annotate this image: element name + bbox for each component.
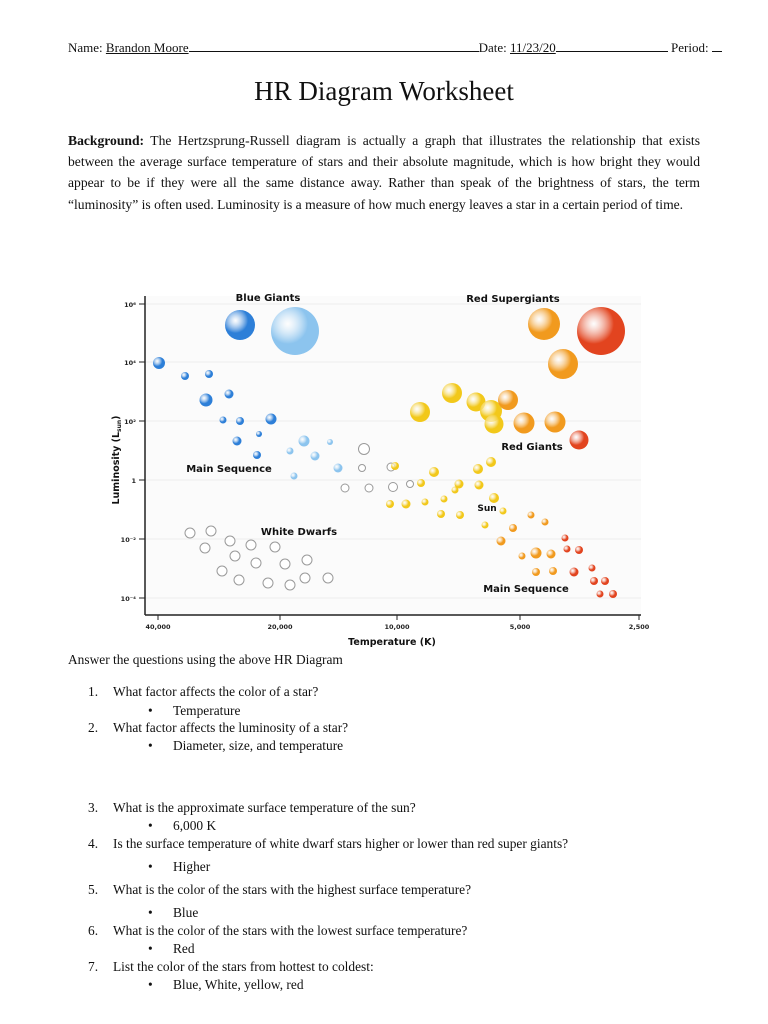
red-supergiants-label: Red Supergiants bbox=[466, 294, 560, 305]
red-giants-label: Red Giants bbox=[501, 442, 563, 453]
star-point bbox=[234, 575, 244, 585]
background-label: Background: bbox=[68, 133, 145, 148]
star-point bbox=[236, 417, 244, 425]
star-point bbox=[564, 546, 571, 553]
answer-3: • 6,000 K bbox=[148, 818, 217, 833]
star-point bbox=[341, 484, 349, 492]
star-point bbox=[497, 537, 506, 546]
star-point bbox=[266, 414, 277, 425]
star-point bbox=[299, 436, 310, 447]
star-point bbox=[200, 394, 213, 407]
white-dwarfs-label: White Dwarfs bbox=[260, 527, 338, 538]
star-point bbox=[285, 580, 295, 590]
star-point bbox=[233, 437, 242, 446]
star-point bbox=[528, 308, 560, 340]
name-label: Name: bbox=[68, 40, 103, 55]
star-point bbox=[532, 568, 540, 576]
star-point bbox=[570, 431, 589, 450]
star-point bbox=[509, 524, 517, 532]
y-axis-label: Luminosity $(L_{sun})$ bbox=[111, 415, 123, 505]
answer-4: • Higher bbox=[148, 859, 211, 874]
y-tick-label: 10⁴ bbox=[124, 359, 136, 367]
star-point bbox=[514, 413, 535, 434]
star-point bbox=[225, 536, 235, 546]
star-point bbox=[300, 573, 310, 583]
star-point bbox=[311, 452, 320, 461]
star-point bbox=[287, 448, 294, 455]
star-point bbox=[205, 370, 213, 378]
star-point bbox=[528, 512, 535, 519]
name-value: Brandon Moore bbox=[105, 40, 189, 55]
star-point bbox=[185, 528, 195, 538]
star-point bbox=[256, 431, 262, 437]
x-tick-label: 40,000 bbox=[145, 623, 171, 631]
question-2: 2. What factor affects the luminosity of a star? bbox=[88, 720, 349, 735]
hr-diagram bbox=[105, 288, 660, 650]
star-point bbox=[489, 493, 499, 503]
name-line bbox=[189, 40, 479, 52]
star-point bbox=[485, 415, 504, 434]
period-label: Period: bbox=[671, 40, 709, 55]
question-4: 4. Is the surface temperature of white dwarf stars higher or lower than red super giants? bbox=[88, 836, 569, 851]
star-point bbox=[225, 310, 255, 340]
question-6: 6. What is the color of the stars with the lowest surface temperature? bbox=[88, 923, 468, 938]
star-point bbox=[437, 510, 445, 518]
star-point bbox=[225, 390, 234, 399]
star-point bbox=[542, 519, 549, 526]
star-point bbox=[217, 566, 227, 576]
star-point bbox=[181, 372, 189, 380]
y-tick-label: 1 bbox=[131, 477, 136, 485]
star-point bbox=[327, 439, 333, 445]
star-point bbox=[570, 568, 579, 577]
answer-2: • Diameter, size, and temperature bbox=[148, 738, 344, 753]
background-text: The Hertzsprung-Russell diagram is actually a graph that illustrates the relationship that exists between the average surface temperature of stars and their absolute magnitude, which is how bright they would appear to be if they were all the same distance away. Rather than speak of the brightness of stars, the term “luminosity” is often used. Luminosity is a measure of how much energy leaves a star in a certain period of time. bbox=[68, 133, 701, 212]
star-point bbox=[577, 307, 625, 355]
y-tick-label: 10⁻² bbox=[120, 536, 136, 544]
star-point bbox=[429, 467, 439, 477]
page-title: HR Diagram Worksheet bbox=[254, 76, 514, 106]
star-point bbox=[547, 550, 556, 559]
answer-5: • Blue bbox=[148, 905, 199, 920]
worksheet-header bbox=[68, 40, 748, 56]
x-tick-label: 5,000 bbox=[509, 623, 531, 631]
star-point bbox=[271, 307, 319, 355]
star-point bbox=[386, 500, 394, 508]
answer-6: • Red bbox=[148, 941, 195, 956]
blue-giants-label: Blue Giants bbox=[235, 293, 301, 304]
star-point bbox=[206, 526, 216, 536]
star-point bbox=[422, 499, 429, 506]
star-point bbox=[562, 535, 569, 542]
star-point bbox=[251, 558, 261, 568]
x-axis-label: Temperature (K) bbox=[348, 637, 436, 648]
star-point bbox=[531, 548, 542, 559]
star-point bbox=[498, 390, 518, 410]
star-point bbox=[280, 559, 290, 569]
star-point bbox=[475, 481, 484, 490]
star-point bbox=[263, 578, 273, 588]
star-point bbox=[253, 451, 261, 459]
star-point bbox=[302, 555, 312, 565]
star-point bbox=[486, 457, 496, 467]
star-point bbox=[589, 565, 596, 572]
x-tick-label: 2,500 bbox=[628, 623, 650, 631]
star-point bbox=[200, 543, 210, 553]
star-point bbox=[597, 591, 604, 598]
star-point bbox=[407, 481, 414, 488]
period-line bbox=[712, 40, 722, 52]
star-point bbox=[442, 383, 462, 403]
star-point bbox=[220, 417, 227, 424]
question-1: 1. What factor affects the color of a star? bbox=[88, 684, 319, 699]
star-point bbox=[549, 567, 557, 575]
star-point bbox=[359, 444, 370, 455]
star-point bbox=[473, 464, 483, 474]
star-point bbox=[519, 553, 526, 560]
star-point bbox=[402, 500, 411, 509]
date-label: Date: bbox=[478, 40, 507, 55]
star-point bbox=[323, 573, 333, 583]
x-tick-label: 20,000 bbox=[267, 623, 293, 631]
x-tick-label: 10,000 bbox=[384, 623, 410, 631]
star-point bbox=[441, 496, 448, 503]
y-tick-label: 10² bbox=[124, 418, 136, 426]
star-point bbox=[601, 577, 609, 585]
answer-7: • Blue, White, yellow, red bbox=[148, 977, 304, 992]
star-point bbox=[365, 484, 373, 492]
main-sequence-label-lower: Main Sequence bbox=[483, 584, 569, 595]
star-point bbox=[270, 542, 280, 552]
date-line bbox=[556, 40, 668, 52]
star-point bbox=[334, 464, 343, 473]
star-point bbox=[417, 479, 425, 487]
star-point bbox=[153, 357, 165, 369]
star-point bbox=[500, 508, 507, 515]
star-point bbox=[391, 462, 399, 470]
main-sequence-label-upper: Main Sequence bbox=[186, 464, 272, 475]
answer-1: • Temperature bbox=[148, 703, 241, 718]
star-point bbox=[230, 551, 240, 561]
star-point bbox=[410, 402, 430, 422]
background-paragraph bbox=[68, 130, 700, 215]
star-point bbox=[590, 577, 598, 585]
star-point bbox=[246, 540, 256, 550]
star-point bbox=[455, 480, 464, 489]
star-point bbox=[482, 522, 489, 529]
question-3: 3. What is the approximate surface temperature of the sun? bbox=[88, 800, 416, 815]
question-5: 5. What is the color of the stars with the highest surface temperature? bbox=[88, 882, 472, 897]
answer-instructions: Answer the questions using the above HR Diagram bbox=[68, 652, 343, 667]
star-point bbox=[456, 511, 464, 519]
star-point bbox=[609, 590, 617, 598]
star-point bbox=[575, 546, 583, 554]
date-value: 11/23/20 bbox=[510, 40, 556, 55]
star-point bbox=[291, 473, 298, 480]
y-tick-label: 10⁻⁴ bbox=[120, 595, 136, 603]
star-point bbox=[389, 483, 398, 492]
star-point bbox=[548, 349, 578, 379]
y-tick-label: 10⁶ bbox=[124, 301, 136, 309]
sun-label: Sun bbox=[477, 504, 497, 514]
star-point bbox=[359, 465, 366, 472]
star-point bbox=[545, 412, 566, 433]
question-7: 7. List the color of the stars from hottest to coldest: bbox=[88, 959, 374, 974]
